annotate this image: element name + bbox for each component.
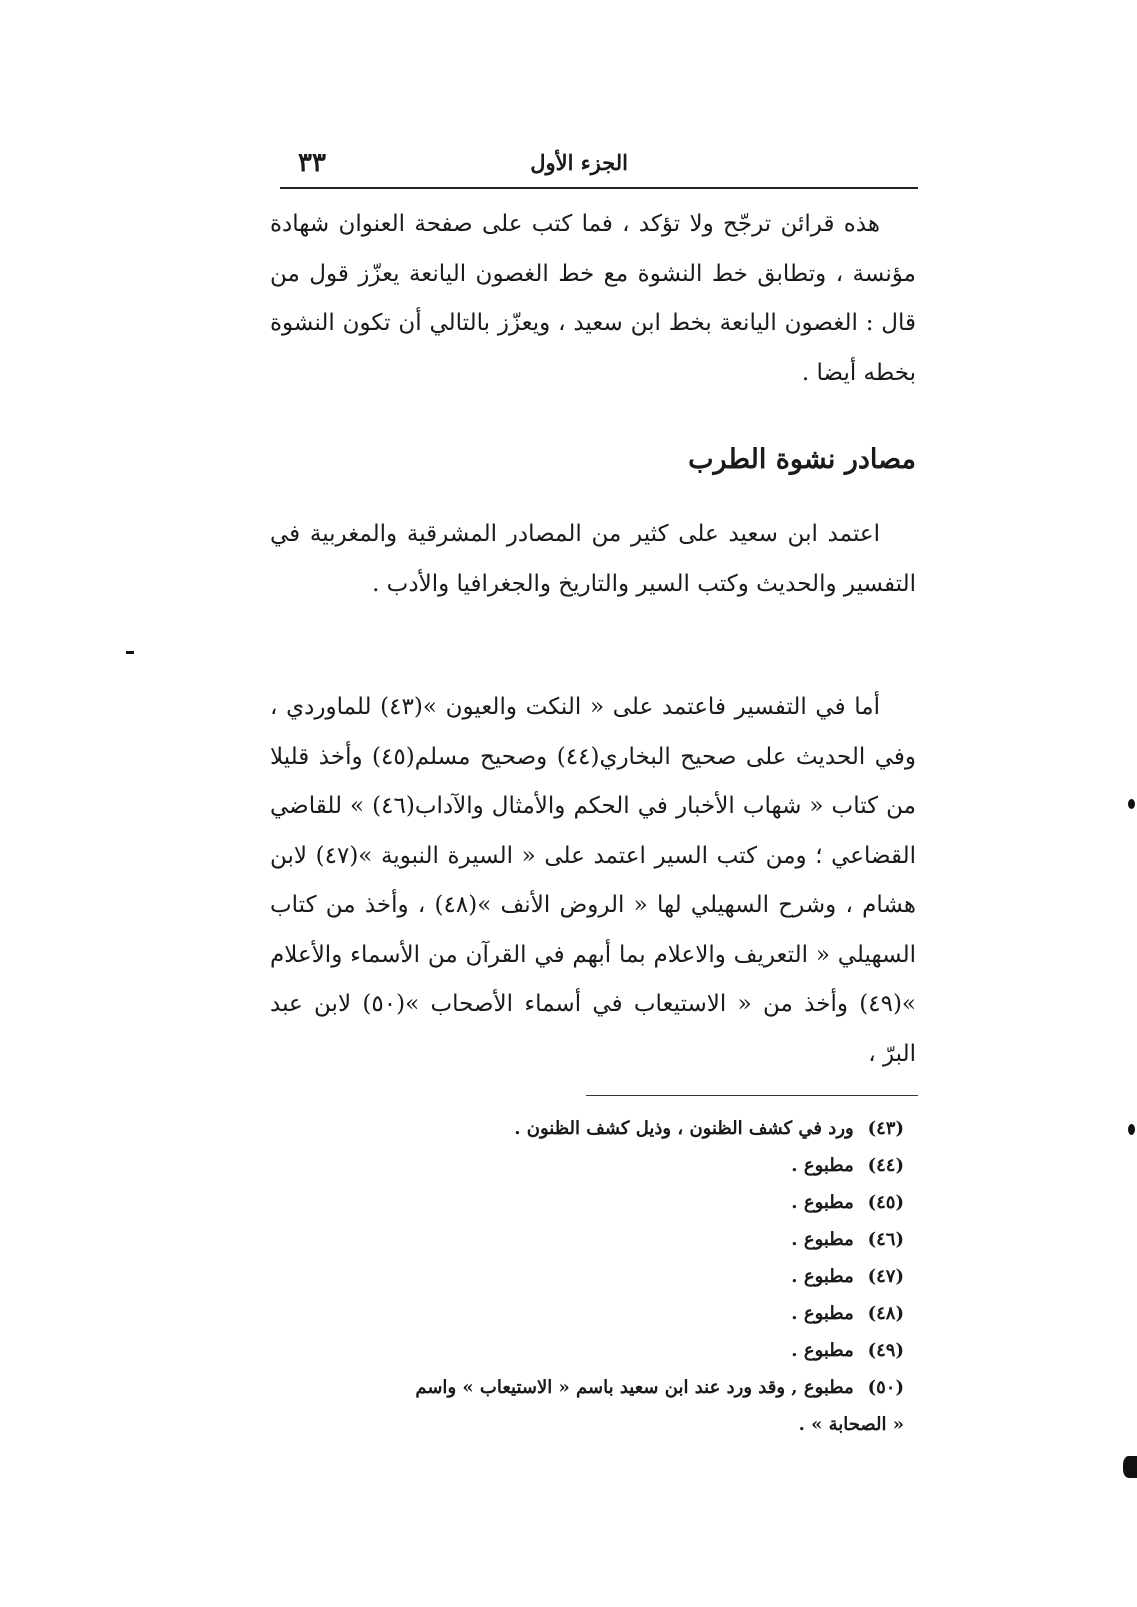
scan-speck (126, 651, 134, 654)
footnote (244, 1147, 904, 1184)
paragraph-3 (270, 683, 916, 1079)
footnote-text: مطبوع , وقد ورد عند ابن سعيد باسم « الاستيعاب » واسم (415, 1377, 854, 1398)
section-heading: مصادر نشوة الطرب (688, 444, 916, 475)
footnote-text: مطبوع . (791, 1266, 854, 1287)
footnote-text: مطبوع . (791, 1340, 854, 1361)
footnote-rule (586, 1095, 918, 1096)
paragraph-3-text: أما في التفسير فاعتمد على « النكت والعيون »(٤٣) للماوردي ، وفي الحديث على صحيح البخاري(٤٤) وصحيح مسلم(٤٥) وأخذ قليلا من كتاب « شهاب الأخبار في الحكم والأمثال والآداب(٤٦) » للقاضي القضاعي ؛ ومن كتب السير اعتمد على « السيرة النبوية »(٤٧) لابن هشام ، وشرح السهيلي لها « الروض الأنف »(٤٨) ، وأخذ من كتاب السهيلي « التعريف والاعلام بما أبهم في القرآن من الأسماء والأعلام »(٤٩) وأخذ من « الاستيعاب في أسماء الأصحاب »(٥٠) لابن عبد البرّ ، (270, 694, 917, 1067)
footnote-text: مطبوع . (791, 1303, 854, 1324)
footnote (244, 1258, 904, 1295)
footnote (244, 1295, 904, 1332)
footnote-number: (٤٨) (867, 1303, 904, 1324)
footnote-number: (٤٩) (867, 1340, 904, 1361)
footnote (244, 1332, 904, 1369)
footnote-number: (٤٣) (867, 1118, 904, 1139)
binding-hole-mark (1123, 1456, 1137, 1478)
paragraph-1-text: هذه قرائن ترجّح ولا تؤكد ، فما كتب على صفحة العنوان شهادة مؤنسة ، وتطابق خط النشوة مع خط الغصون اليانعة يعزّز قول من قال : الغصون اليانعة بخط ابن سعيد ، ويعزّز بالتالي أن تكون النشوة بخطه أيضا . (270, 211, 916, 386)
footnote-number: (٤٥) (867, 1192, 904, 1213)
footnote-number: (٤٤) (867, 1155, 904, 1176)
footnote-continuation: « الصحابة » . (798, 1414, 904, 1435)
paragraph-2 (270, 510, 916, 609)
footnotes (244, 1110, 904, 1443)
binding-hole-mark (1128, 1124, 1135, 1135)
paragraph-1 (270, 200, 916, 398)
footnote-number: (٥٠) (867, 1377, 904, 1398)
footnote-text: مطبوع . (791, 1155, 854, 1176)
binding-hole-mark (1128, 799, 1135, 809)
running-head-title: الجزء الأول (530, 150, 628, 175)
footnote-number: (٤٦) (867, 1229, 904, 1250)
footnote (244, 1184, 904, 1221)
footnote (244, 1110, 904, 1147)
footnote-text: مطبوع . (791, 1192, 854, 1213)
footnote (244, 1369, 904, 1406)
page-number: ٣٣ (298, 148, 326, 178)
header-rule (280, 187, 918, 189)
footnote (244, 1221, 904, 1258)
footnote-text: مطبوع . (791, 1229, 854, 1250)
paragraph-2-text: اعتمد ابن سعيد على كثير من المصادر المشرقية والمغربية في التفسير والحديث وكتب السير والتاريخ والجغرافيا والأدب . (270, 521, 916, 597)
running-head (280, 150, 918, 190)
footnote-text: ورد في كشف الظنون ، وذيل كشف الظنون . (514, 1118, 854, 1139)
footnote-number: (٤٧) (867, 1266, 904, 1287)
